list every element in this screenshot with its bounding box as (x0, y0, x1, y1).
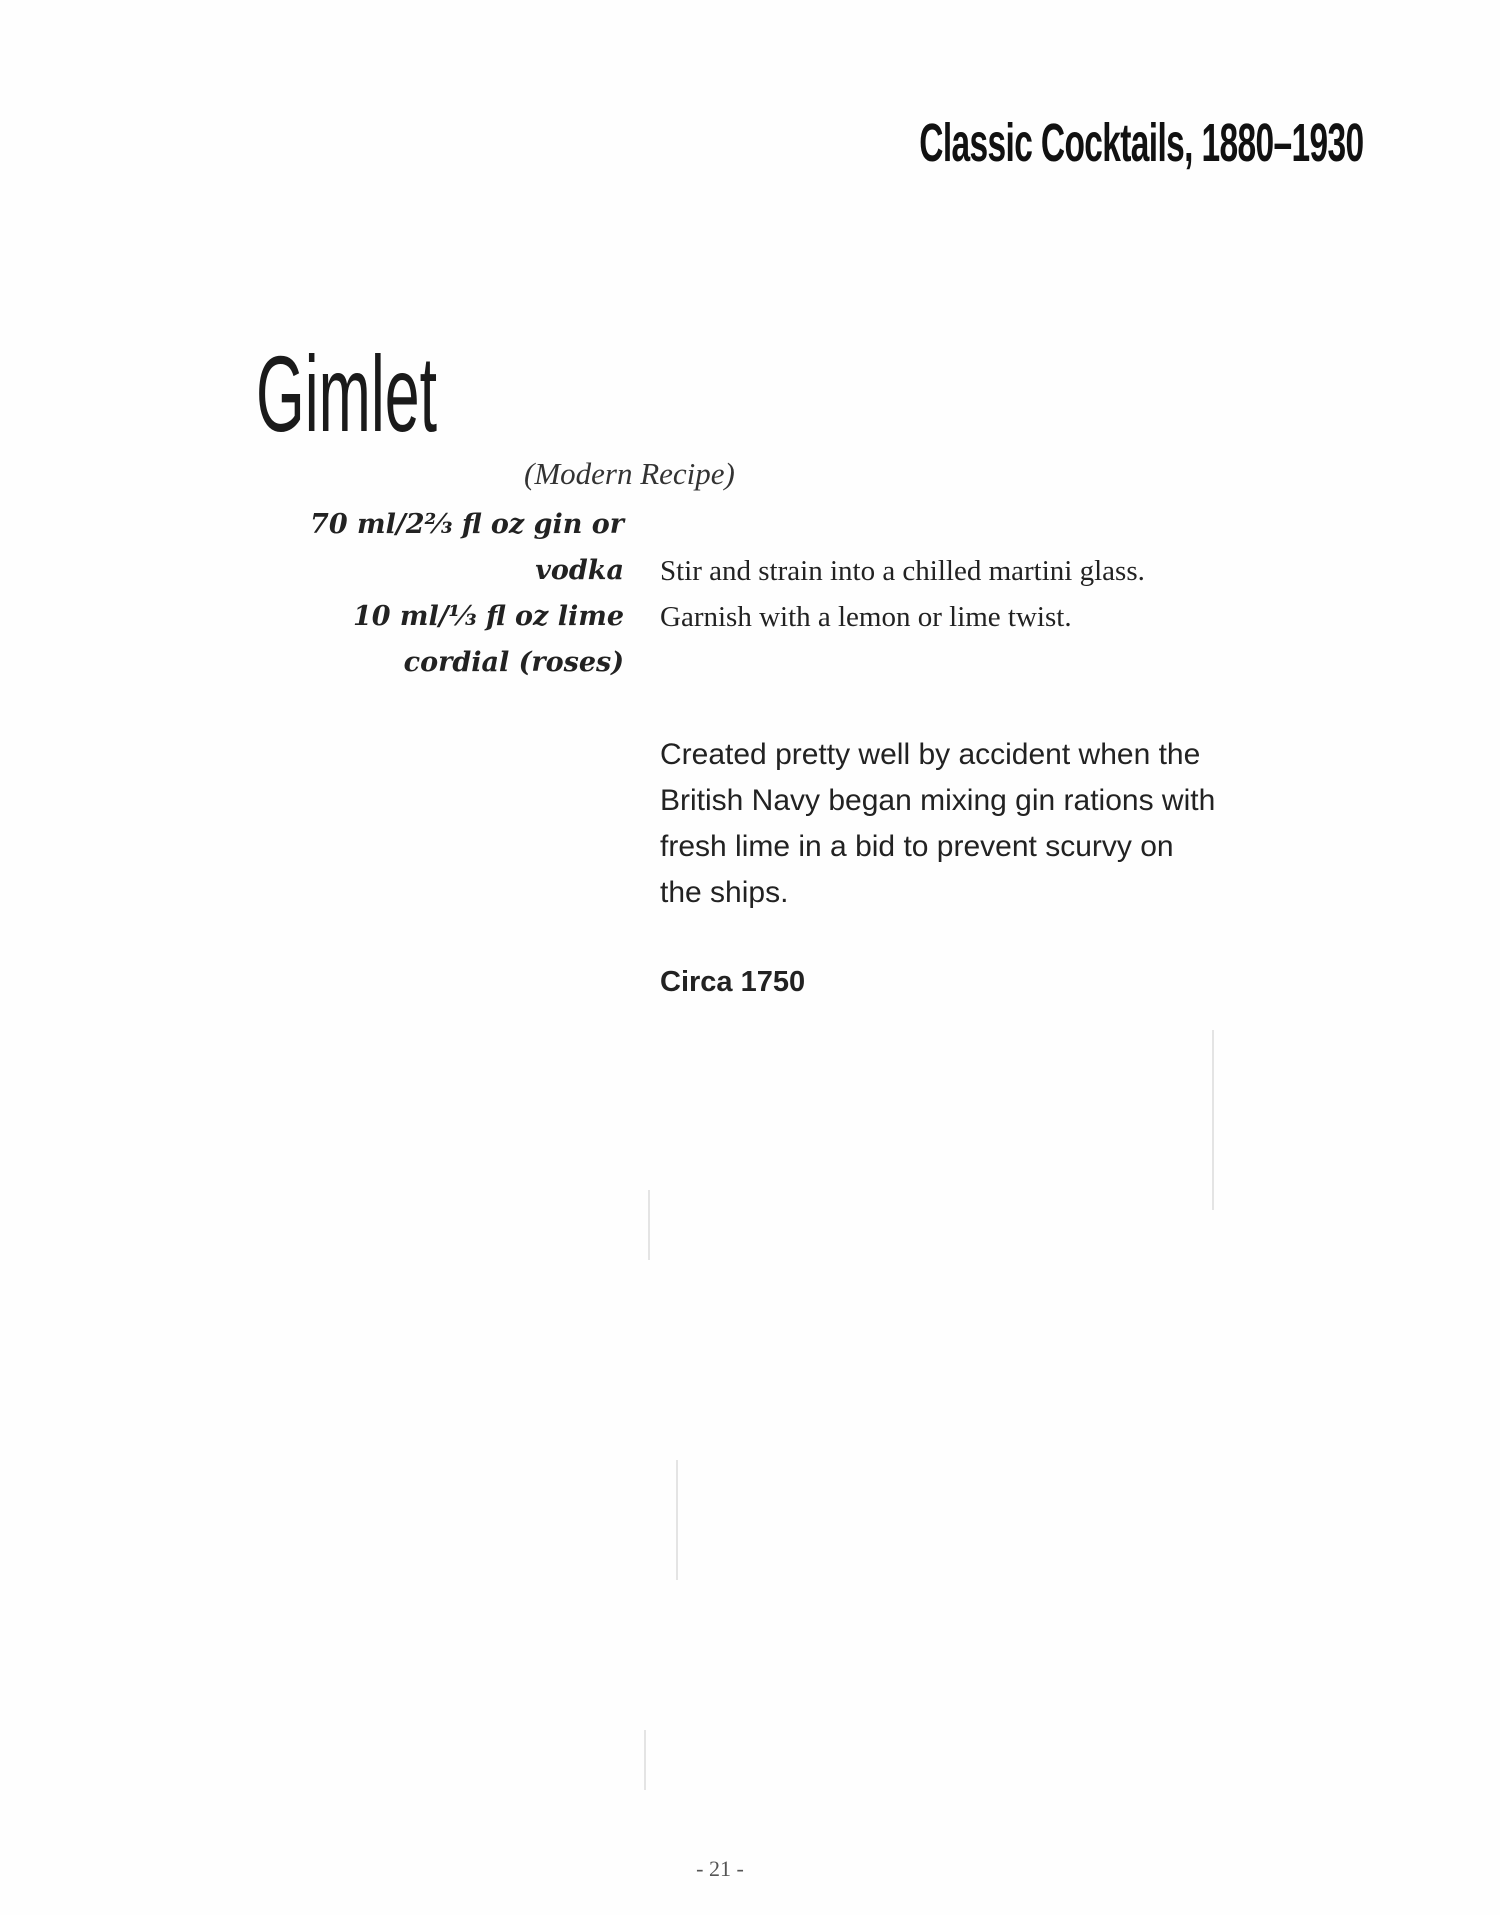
ingredient-list (264, 502, 624, 686)
scan-artifact (1212, 1030, 1214, 1210)
ingredient-line: vodka (535, 555, 624, 586)
scan-artifact (644, 1730, 646, 1790)
date-note: Circa 1750 (660, 966, 806, 998)
recipe-title: Gimlet (256, 333, 437, 454)
ingredient-line: 70 ml/2⅔ fl oz gin or (310, 509, 624, 540)
history-text: Created pretty well by accident when the British Navy began mixing gin rations with fresh lime in a bid to prevent scurvy on the ships. (660, 738, 1216, 909)
method-text: Stir and strain into a chilled martini glass. Garnish with a lemon or lime twist. (660, 555, 1145, 633)
scan-artifact (648, 1190, 650, 1260)
page-number: - 21 - (696, 1856, 744, 1881)
recipe-variant: (Modern Recipe) (524, 456, 735, 491)
scan-artifact (676, 1460, 678, 1580)
running-head: Classic Cocktails, 1880–1930 (919, 113, 1364, 173)
ingredient-line: cordial (roses) (403, 647, 624, 678)
ingredient-line: 10 ml/⅓ fl oz lime (352, 601, 624, 632)
